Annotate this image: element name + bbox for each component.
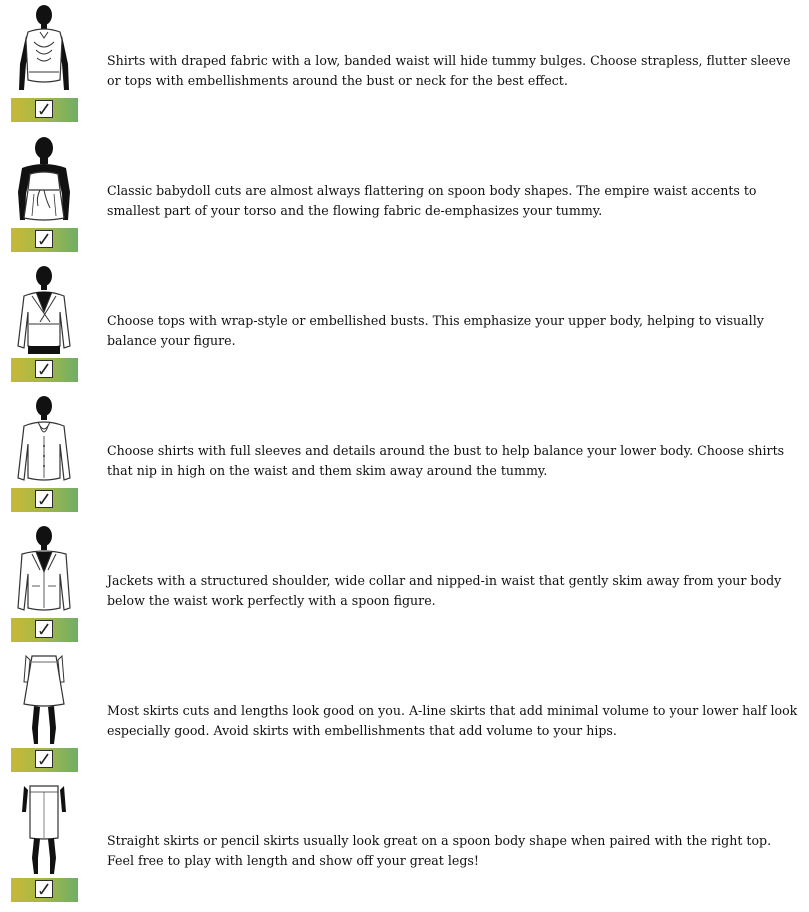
item-description: Jackets with a structured shoulder, wide collar and nipped-in waist that gently skim away from your body below the waist work perfectly with a spoon figure. <box>107 573 782 608</box>
a-line-skirt-figure-icon <box>10 652 78 774</box>
item-description: Shirts with draped fabric with a low, banded waist will hide tummy bulges. Choose strapless, flutter sleeve or tops with embellishments around the bust or neck for the best effect. <box>107 53 791 88</box>
item-description: Most skirts cuts and lengths look good on you. A-line skirts that add minimal volume to your lower half look especially good. Avoid skirts with embellishments that add volume to your hips. <box>107 703 798 738</box>
checkmark-bar <box>11 878 78 902</box>
checkmark-bar <box>11 618 78 642</box>
list-item <box>0 132 809 262</box>
checkmark-icon <box>35 750 53 768</box>
checkmark-icon <box>35 100 53 118</box>
item-description: Straight skirts or pencil skirts usually look great on a spoon body shape when paired with the right top. Feel free to play with length and show off your great legs! <box>107 833 772 868</box>
list-item <box>0 522 809 652</box>
checkmark-bar <box>11 748 78 772</box>
checkmark-bar <box>11 488 78 512</box>
checkmark-icon <box>35 360 53 378</box>
item-description: Classic babydoll cuts are almost always flattering on spoon body shapes. The empire waist accents to smallest part of your torso and the flowing fabric de-emphasizes your tummy. <box>107 183 757 218</box>
checkmark-bar <box>11 228 78 252</box>
full-sleeve-shirt-figure-icon <box>10 392 78 514</box>
checkmark-bar <box>11 358 78 382</box>
list-item <box>0 782 809 912</box>
checkmark-icon <box>35 490 53 508</box>
babydoll-top-figure-icon <box>10 132 78 254</box>
checkmark-icon <box>35 230 53 248</box>
wrap-top-figure-icon <box>10 262 78 384</box>
pencil-skirt-figure-icon <box>10 782 78 904</box>
item-description: Choose shirts with full sleeves and details around the bust to help balance your lower body. Choose shirts that nip in high on the waist and them skim away around the tummy. <box>107 443 785 478</box>
list-item <box>0 652 809 782</box>
item-description: Choose tops with wrap-style or embellished busts. This emphasize your upper body, helping to visually balance your figure. <box>107 313 764 348</box>
list-item <box>0 2 809 132</box>
checkmark-icon <box>35 620 53 638</box>
checkmark-icon <box>35 880 53 898</box>
list-item <box>0 262 809 392</box>
checkmark-bar <box>11 98 78 122</box>
structured-jacket-figure-icon <box>10 522 78 644</box>
draped-top-figure-icon <box>10 2 78 124</box>
list-item <box>0 392 809 522</box>
